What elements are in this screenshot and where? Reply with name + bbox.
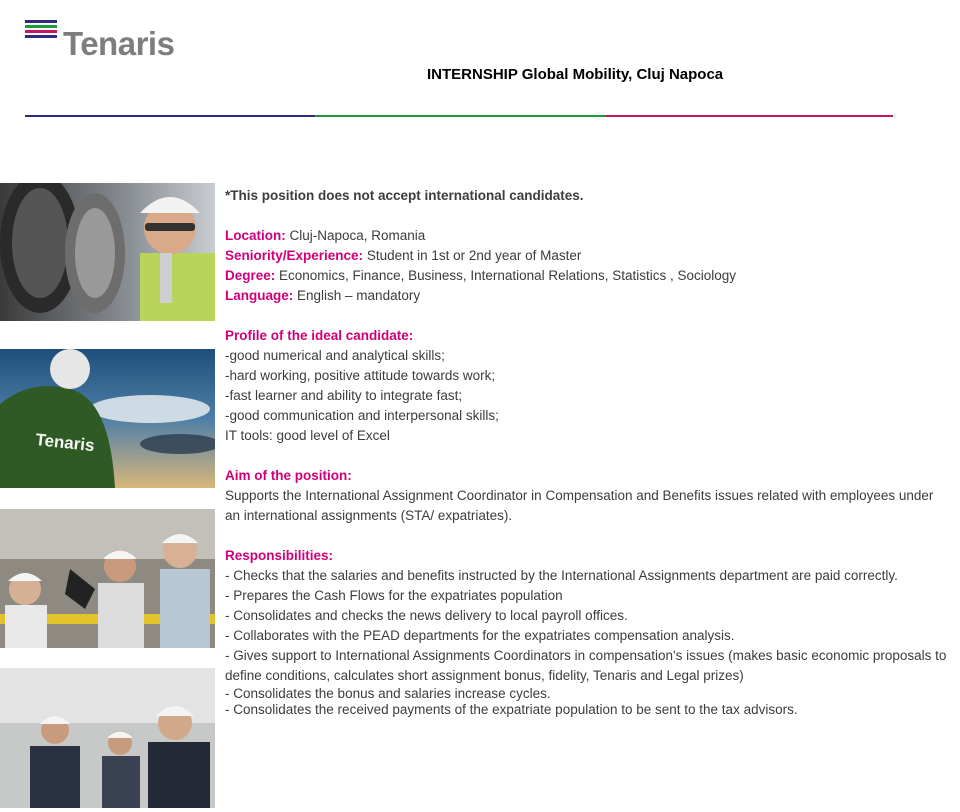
list-item: - Consolidates the bonus and salaries increase cycles.: [225, 686, 551, 701]
job-description: [225, 186, 950, 718]
detail-value: Economics, Finance, Business, International Relations, Statistics , Sociology: [275, 268, 737, 283]
logo-stripes-icon: [25, 20, 57, 40]
detail-label: Location:: [225, 228, 286, 243]
list-item: -good communication and interpersonal skills;: [225, 408, 499, 423]
list-item: - Prepares the Cash Flows for the expatriates population: [225, 588, 563, 603]
worker-back-tenaris-jacket-photo: [0, 349, 215, 488]
header-rule-blue: [25, 115, 315, 117]
list-item: - Consolidates and checks the news delivery to local payroll offices.: [225, 608, 628, 623]
list-item: IT tools: good level of Excel: [225, 428, 390, 443]
detail-location: [225, 226, 950, 246]
page-title: INTERNSHIP Global Mobility, Cluj Napoca: [427, 66, 724, 83]
list-item: - Gives support to International Assignments Coordinators in compensation's issues (makes basic economic proposals to define conditions, calculates short assignment bonus, fidelity, Tenaris and Legal prizes): [225, 648, 947, 683]
engineers-team-photo: [0, 509, 215, 648]
engineers-discussion-photo: [0, 668, 215, 808]
detail-value: English – mandatory: [293, 288, 421, 303]
detail-label: Degree:: [225, 268, 276, 283]
detail-language: [225, 286, 950, 306]
tenaris-logo: [25, 20, 205, 62]
detail-seniority: [225, 246, 950, 266]
jacket-text: Tenaris: [34, 430, 96, 456]
list-item: - Collaborates with the PEAD departments for the expatriates compensation analysis.: [225, 628, 735, 643]
worker-with-pipes-photo: [0, 183, 215, 321]
logo-wordmark: Tenaris: [63, 25, 175, 62]
list-item: -hard working, positive attitude towards work;: [225, 368, 496, 383]
list-item: - Consolidates the received payments of the expatriate population to be sent to the tax advisors.: [225, 702, 798, 717]
list-item: - Checks that the salaries and benefits instructed by the International Assignments department are paid correctly.: [225, 568, 898, 583]
detail-value: Student in 1st or 2nd year of Master: [363, 248, 582, 263]
notice-text: *This position does not accept international candidates.: [225, 188, 584, 203]
detail-label: Seniority/Experience:: [225, 248, 364, 263]
detail-label: Language:: [225, 288, 294, 303]
aim-text: Supports the International Assignment Coordinator in Compensation and Benefits issues related with employees under an international assignments (STA/ expatriates).: [225, 488, 934, 523]
aim-heading: Aim of the position:: [225, 468, 352, 483]
profile-heading: Profile of the ideal candidate:: [225, 328, 414, 343]
list-item: -good numerical and analytical skills;: [225, 348, 445, 363]
header-rule-magenta: [605, 115, 893, 117]
responsibilities-heading: Responsibilities:: [225, 548, 334, 563]
detail-value: Cluj-Napoca, Romania: [285, 228, 426, 243]
header-rule-green: [315, 115, 605, 117]
list-item: -fast learner and ability to integrate fast;: [225, 388, 463, 403]
detail-degree: [225, 266, 950, 286]
